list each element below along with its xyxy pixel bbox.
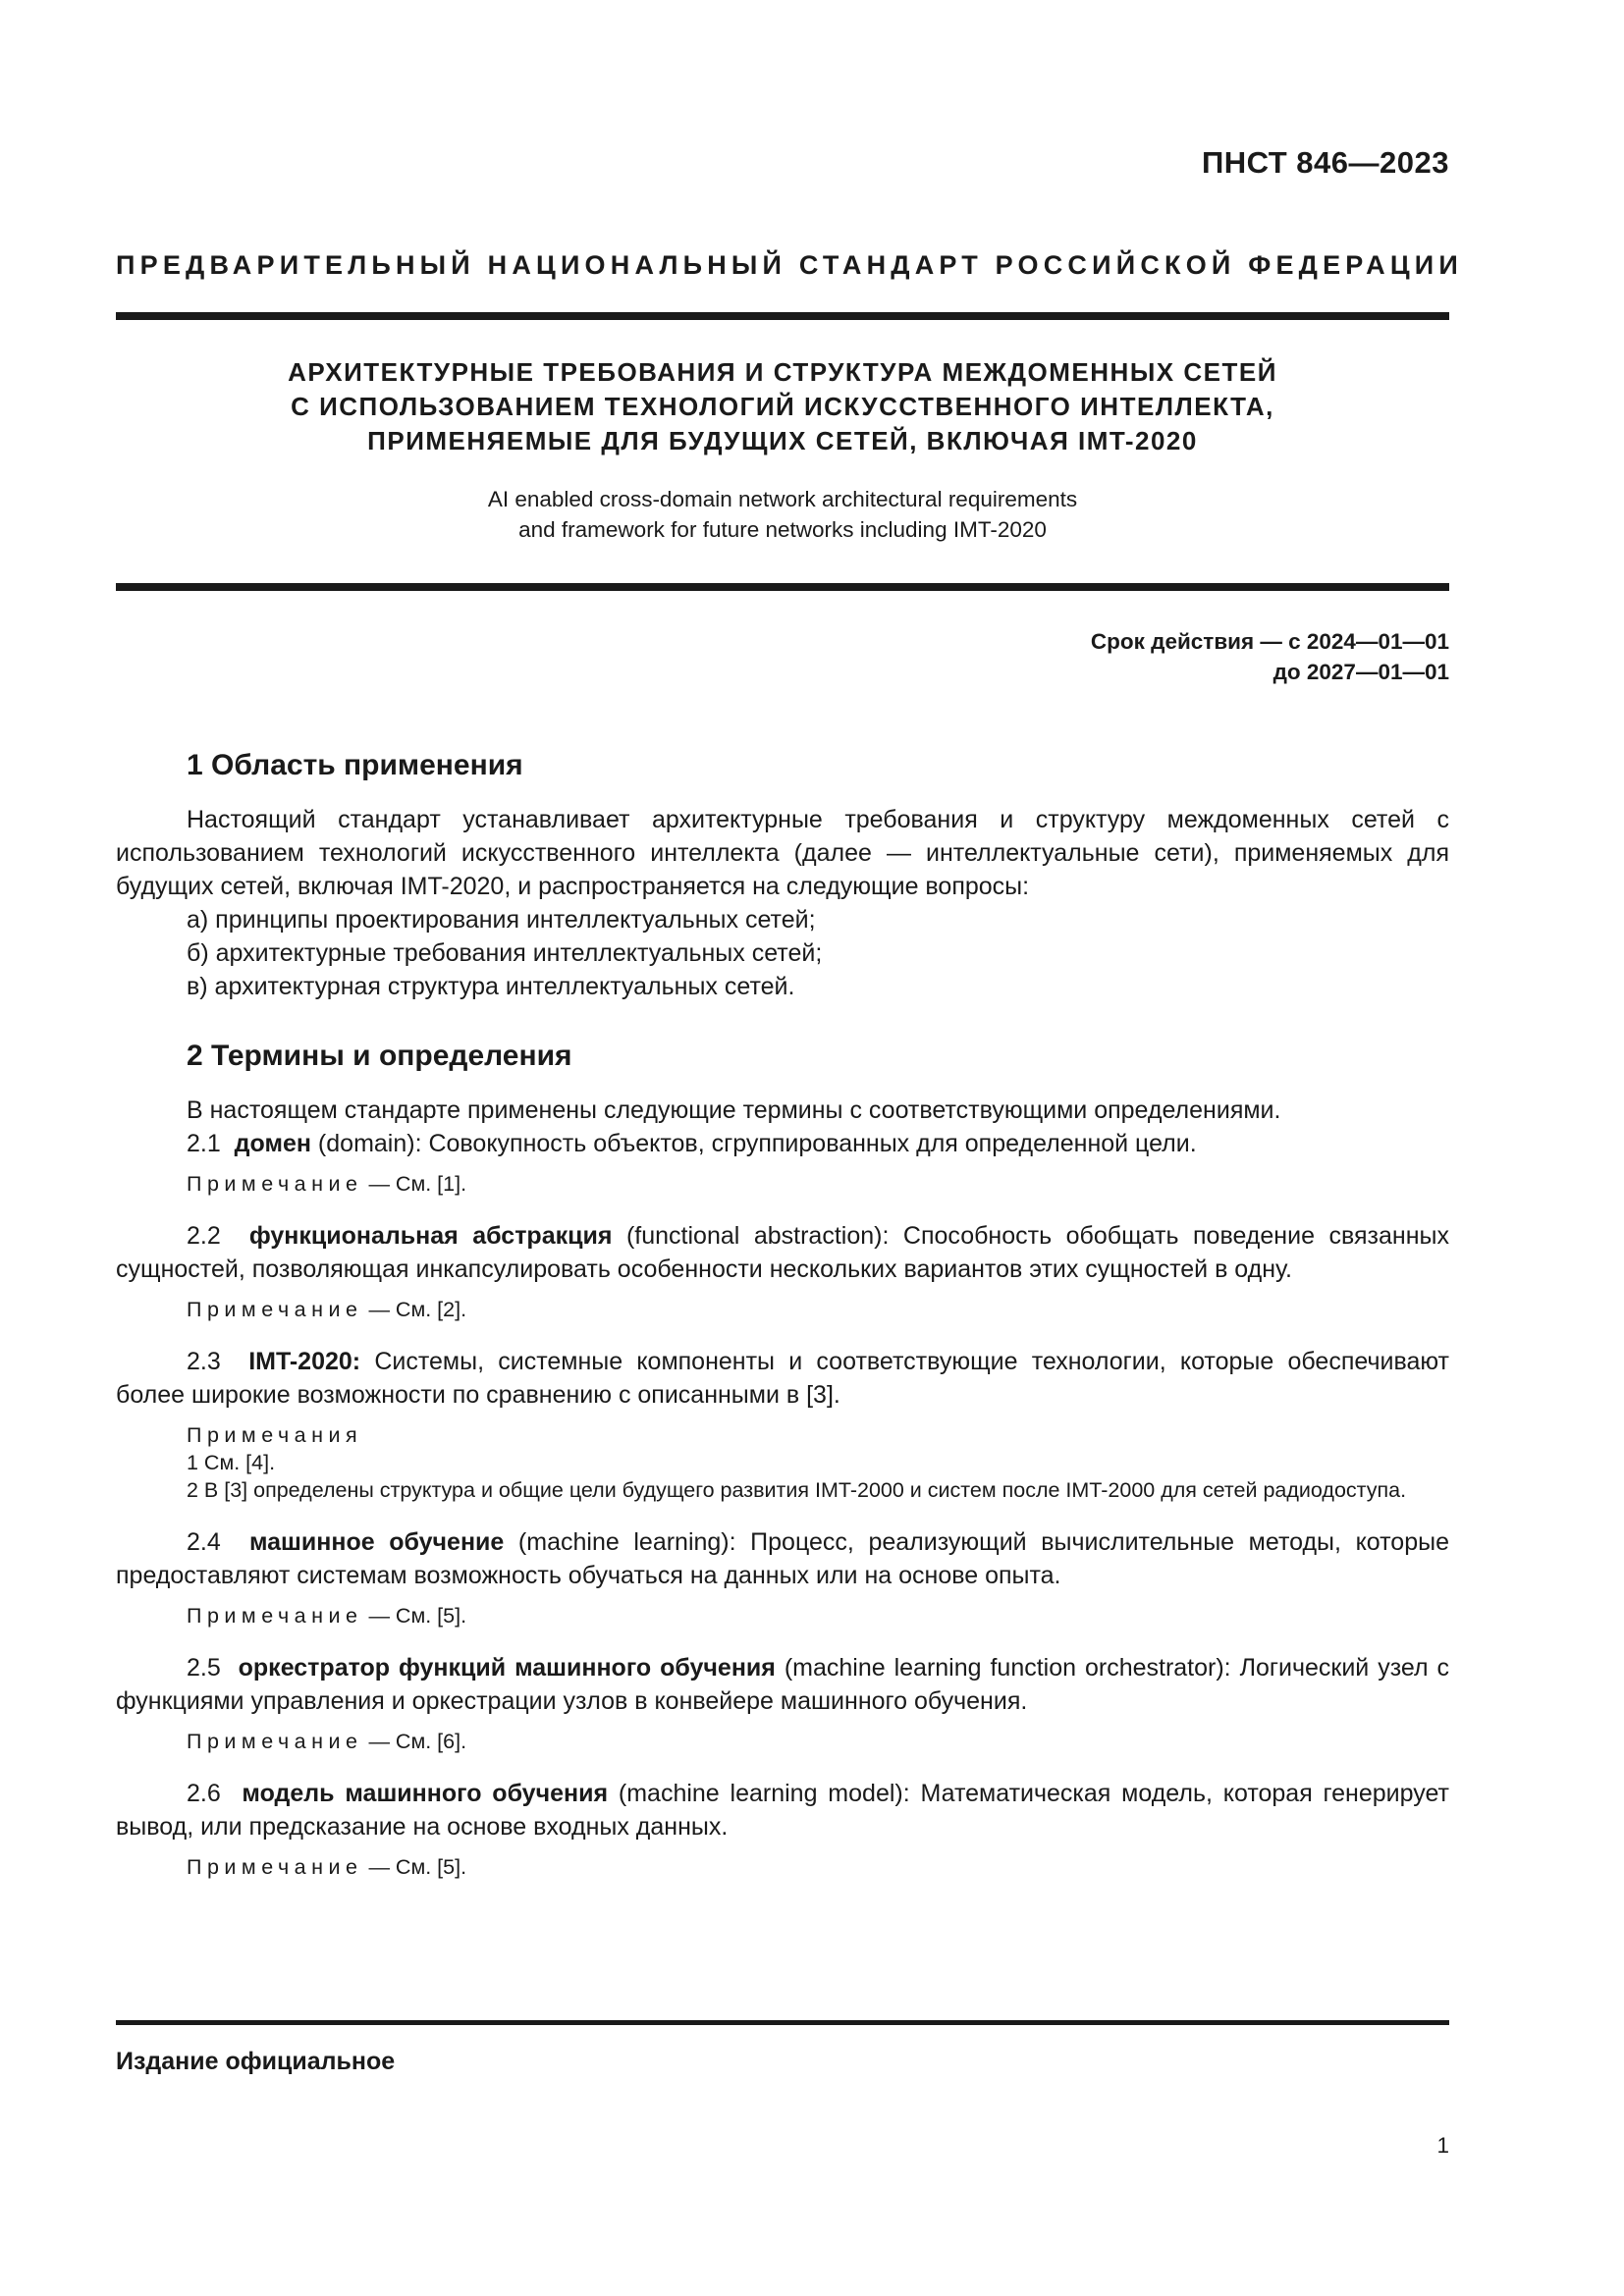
term-definition: (machine learning function orchestrator): Логический узел с функциями управления и оркестрации узлов в конвейере машинного обучения. — [116, 1654, 1449, 1715]
note-item: 2 В [3] определены структура и общие цели будущего развития IMT-2000 и систем после IMT-2000 для сетей радиодоступа. — [187, 1478, 1407, 1502]
note-label: Примечание — [187, 1604, 363, 1628]
top-rule — [116, 312, 1449, 320]
note-label: Примечание — [187, 1730, 363, 1753]
term-name: оркестратор функций машинного обучения — [238, 1654, 776, 1682]
term-notes — [187, 1421, 1449, 1449]
edition-label: Издание официальное — [116, 2048, 396, 2075]
term-number: 2.2 — [187, 1222, 221, 1250]
term-definition: Системы, системные компоненты и соответствующие технологии, которые обеспечивают более широкие возможности по сравнению с описанными в [3]. — [116, 1348, 1449, 1409]
note-text: — См. [2]. — [368, 1298, 467, 1321]
term-definition: (functional abstraction): Способность обобщать поведение связанных сущностей, позволяющая инкапсулировать особенности нескольких вариантов этих сущностей в одну. — [116, 1222, 1449, 1283]
section-2-heading: 2 Термины и определения — [187, 1040, 572, 1072]
section-1-intro: Настоящий стандарт устанавливает архитектурные требования и структуру междоменных сетей с использованием технологий искусственного интеллекта (далее — интеллектуальные сети), применяемых для будущих сетей, включая IMT-2020, и распространяется на следующие вопросы: — [116, 806, 1449, 900]
list-item: в) архитектурная структура интеллектуальных сетей. — [187, 973, 795, 1000]
term-number: 2.3 — [187, 1348, 221, 1375]
term-2-3 — [116, 1345, 1449, 1412]
document-body — [116, 746, 1449, 1881]
title-ru-line: АРХИТЕКТУРНЫЕ ТРЕБОВАНИЯ И СТРУКТУРА МЕЖДОМЕННЫХ СЕТЕЙ — [288, 357, 1277, 387]
title-bottom-rule — [116, 583, 1449, 591]
term-definition: (machine learning): Процесс, реализующий вычислительные методы, которые предоставляют системам возможность обучаться на данных или на основе опыта. — [116, 1528, 1449, 1589]
term-number: 2.5 — [187, 1654, 221, 1682]
list-item: а) принципы проектирования интеллектуальных сетей; — [187, 906, 816, 934]
note-text: — См. [1]. — [368, 1172, 467, 1196]
term-name: домен — [234, 1130, 311, 1157]
list-item: б) архитектурные требования интеллектуальных сетей; — [187, 939, 823, 967]
note-label: Примечание — [187, 1172, 363, 1196]
term-definition: (domain): Совокупность объектов, сгруппированных для определенной цели. — [310, 1130, 1197, 1157]
note-item: 1 См. [4]. — [187, 1451, 276, 1474]
term-note — [187, 1296, 1449, 1323]
term-name: машинное обучение — [248, 1528, 505, 1556]
note-text: — См. [5]. — [368, 1855, 467, 1879]
section-2-intro: В настоящем стандарте применены следующие термины с соответствующими определениями. — [187, 1096, 1281, 1124]
notes-label: Примечания — [187, 1423, 363, 1447]
term-2-4 — [116, 1525, 1449, 1592]
section-1-heading: 1 Область применения — [187, 749, 523, 781]
term-2-2 — [116, 1219, 1449, 1286]
term-note — [187, 1728, 1449, 1755]
note-label: Примечание — [187, 1855, 363, 1879]
page-number: 1 — [1436, 2133, 1449, 2158]
term-definition: (machine learning model): Математическая модель, которая генерирует вывод, или предсказание на основе входных данных. — [116, 1780, 1449, 1841]
term-note — [187, 1853, 1449, 1881]
term-name: IMT-2020: — [248, 1348, 361, 1375]
term-note — [187, 1170, 1449, 1198]
validity-from: Срок действия — с 2024—01—01 — [1090, 629, 1449, 654]
note-text: — См. [5]. — [368, 1604, 467, 1628]
term-name: функциональная абстракция — [248, 1222, 613, 1250]
title-ru-line: ПРИМЕНЯЕМЫЕ ДЛЯ БУДУЩИХ СЕТЕЙ, ВКЛЮЧАЯ IMT-2020 — [367, 426, 1198, 455]
term-2-6 — [116, 1777, 1449, 1843]
title-russian — [116, 355, 1449, 458]
validity-to: до 2027—01—01 — [1272, 660, 1449, 684]
document-page — [116, 0, 1463, 2296]
term-number: 2.1 — [187, 1130, 221, 1157]
term-number: 2.4 — [187, 1528, 221, 1556]
term-2-1 — [116, 1127, 1449, 1160]
title-english — [116, 484, 1449, 545]
standard-designation: ПНСТ 846—2023 — [1201, 145, 1449, 180]
validity-period — [1091, 626, 1449, 687]
term-name: модель машинного обучения — [242, 1780, 609, 1807]
term-note — [187, 1602, 1449, 1629]
term-number: 2.6 — [187, 1780, 221, 1807]
title-en-line: and framework for future networks including IMT-2020 — [518, 517, 1047, 542]
document-type: ПРЕДВАРИТЕЛЬНЫЙ НАЦИОНАЛЬНЫЙ СТАНДАРТ РОССИЙСКОЙ ФЕДЕРАЦИИ — [116, 250, 1463, 280]
note-text: — См. [6]. — [368, 1730, 467, 1753]
title-ru-line: С ИСПОЛЬЗОВАНИЕМ ТЕХНОЛОГИЙ ИСКУССТВЕННОГО ИНТЕЛЛЕКТА, — [291, 392, 1274, 421]
note-label: Примечание — [187, 1298, 363, 1321]
title-en-line: AI enabled cross-domain network architectural requirements — [487, 487, 1078, 511]
footer-rule — [116, 2020, 1449, 2025]
term-2-5 — [116, 1651, 1449, 1718]
